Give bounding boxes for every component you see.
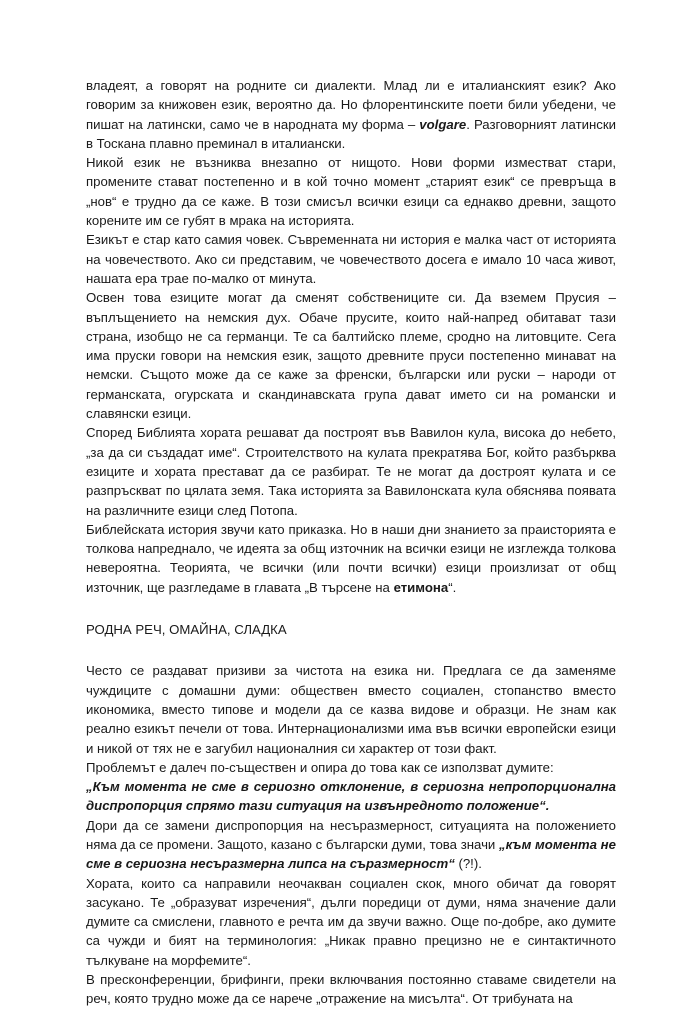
paragraph-prussia: Освен това езиците могат да сменят собствениците си. Да вземем Прусия – въплъщението на немския дух. Обаче прусите, които най-напред обитават тази страна, изобщо не са германци. Те са балтийско племе, сродно на литовците. Сега има пруски говори на немския език, защото древните пруси постепенно минават на немски. Същото може да се каже за френски, български или руски – народи от германската, огурската и скандинавската група дават името си на романски и славянски езици. bbox=[86, 290, 616, 422]
paragraph-replacement-text-b: (?!). bbox=[454, 856, 482, 872]
paragraph-language-age: Езикът е стар като самия човек. Съвременната ни история е малка част от историята на човечеството. Ако си представим, че човечеството досега е имало 10 часа живот, нашата ера трае по-малко от минута. bbox=[86, 232, 616, 286]
paragraph-babylon: Според Библията хората решават да построят във Вавилон кула, висока до небето, „за да си създадат име“. Строителството на кулата прекратява Бог, който разбърква езиците и хората престават да се разбират. Те не могат да достроят кулата и се разпръскват по цялата земя. Така историята за Вавилонската кула обяснява появата на различните езици след Потопа. bbox=[86, 425, 616, 518]
paragraph-press-conferences: В пресконференции, брифинги, преки включвания постоянно ставаме свидетели на реч, която трудно може да се нарече „отражение на мисълта“. От трибуната на bbox=[86, 972, 616, 1007]
section-heading: РОДНА РЕЧ, ОМАЙНА, СЛАДКА bbox=[86, 622, 287, 638]
volgare-term: volgare bbox=[419, 116, 467, 132]
paragraph-replacement bbox=[86, 816, 616, 874]
paragraph-no-language-emerges: Никой език не възниква внезапно от нищото. Нови форми изместват стари, промените стават постепенно и в кой точно момент „старият език“ се превръща в „нов“ е трудно да се каже. В този смисъл всички езици са еднакво древни, защото корените им се губят в мрака на историята. bbox=[86, 155, 616, 229]
paragraph-italian-text-a: владеят, а говорят на родните си диалекти. Млад ли е италианският език? Ако говорим за книжовен език, вероятно да. Но флорентинските поети били убедени, че пишат на латински, само че в народната му форма – bbox=[86, 78, 616, 132]
quote-bulgarian-words: „към момента не сме в сериозна несъразмерна липса на съразмерност“ bbox=[86, 836, 616, 872]
paragraph-biblical-text-a: Библейската история звучи като приказка. Но в наши дни знанието за праисторията е толкова напреднало, че идеята за общ източник на всички езици не изглежда толкова невероятна. Теорията, че всички (или почти всички) езици произлизат от общ източник, ще разгледаме в главата „В търсене на bbox=[86, 521, 616, 595]
paragraph-italian-text-b: . Разговорният латински в Тоскана плавно преминал в италиански. bbox=[86, 116, 616, 151]
paragraph-biblical-text-b: “. bbox=[448, 579, 457, 595]
paragraph-purity-calls: Често се раздават призиви за чистота на езика ни. Предлага се да заменяме чуждиците с домашни думи: обществен вместо социален, стопанство вместо икономика, вместо типове и модели да се казва видове и образци. Не знам как реално езикът печели от това. Интернационализми има във всички европейски езици и никой от тях не е загубил националния си характер от този факт. bbox=[86, 663, 616, 756]
paragraph-italian bbox=[86, 76, 616, 153]
paragraph-problem: Проблемът е далеч по-съществен и опира до това как се използват думите: bbox=[86, 759, 554, 775]
paragraph-biblical-story bbox=[86, 520, 616, 597]
paragraph-replacement-text-a: Дори да се замени диспропорция на несъразмерност, ситуацията на положението няма да се промени. Защото, казано с български думи, това значи bbox=[86, 817, 616, 852]
quote-disproportion: „Към момента не сме в сериозно отклонение, в сериозна непропорционална диспропорция спрямо тази ситуация на извънредното положение“. bbox=[86, 779, 616, 814]
etymon-term: етимона bbox=[393, 579, 449, 595]
paragraph-social-jump: Хората, които са направили неочакван социален скок, много обичат да говорят засукано. Те „образуват изречения“, дълги поредици от думи, няма значение дали думите са смислени, главното е речта им да звучи важно. Още по-добре, ако думите са чужди и бият на терминология: „Никак правно прецизно не е синтактичното тълкуване на морфемите“. bbox=[86, 875, 616, 968]
